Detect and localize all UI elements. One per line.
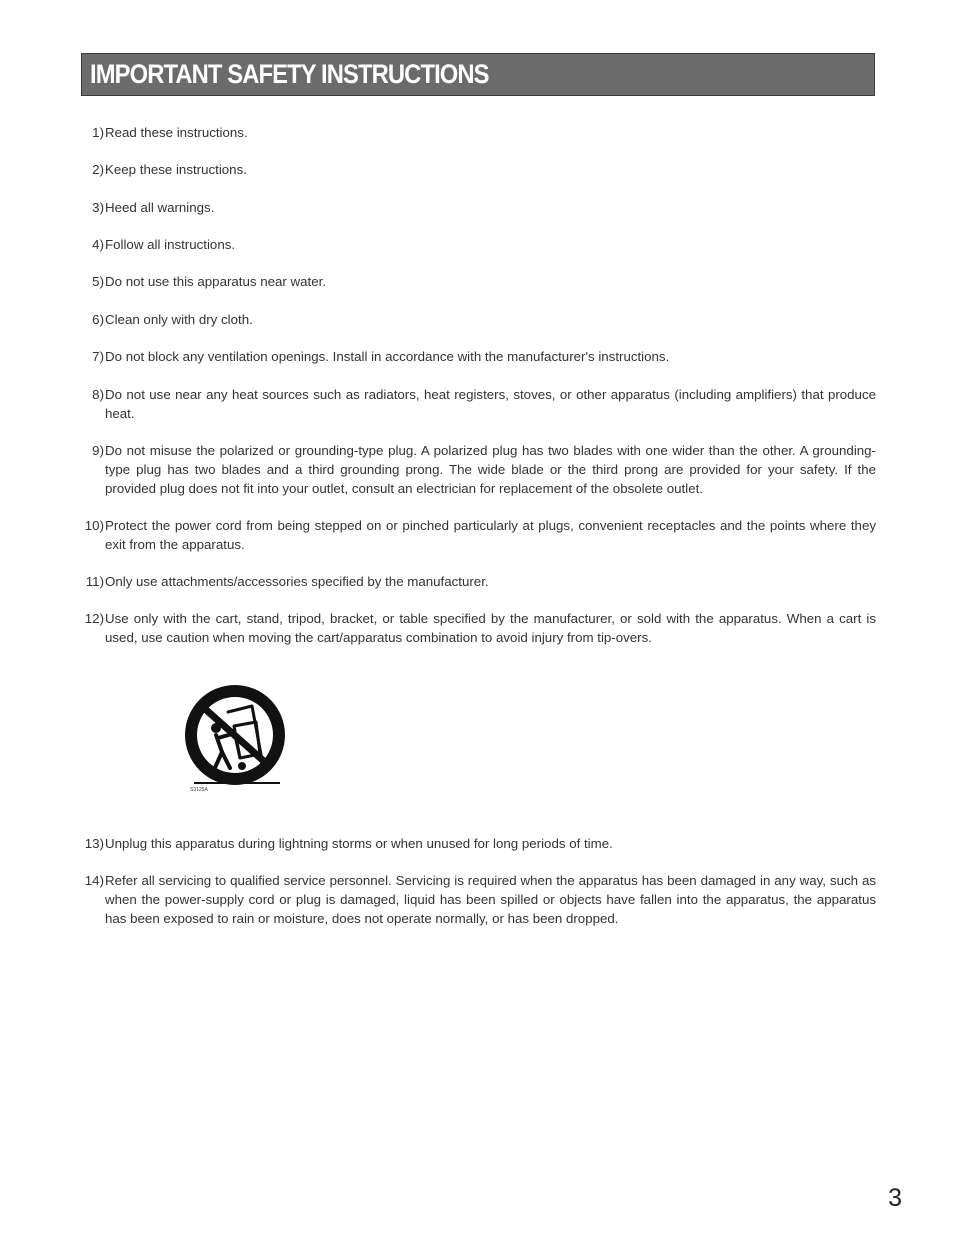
instruction-item-12 [80, 610, 876, 648]
item-number: 9) [92, 443, 104, 458]
item-number: 12) [84, 611, 104, 626]
item-text: Only use attachments/accessories specified by the manufacturer. [105, 574, 489, 589]
instruction-item-2 [80, 161, 876, 180]
instruction-item-13 [80, 835, 876, 854]
item-number: 13) [84, 836, 104, 851]
item-text: Refer all servicing to qualified service personnel. Servicing is required when the apparatus has been damaged in any way, such as when the power-supply cord or plug is damaged, liquid has been spilled or objects have fallen into the apparatus, the apparatus has been exposed to rain or moisture, does not operate normally, or has been dropped. [105, 873, 876, 926]
page-number: 3 [888, 1184, 902, 1212]
instruction-item-7 [80, 348, 876, 367]
instruction-item-14 [80, 872, 876, 928]
instruction-item-8 [80, 386, 876, 424]
item-number: 10) [84, 518, 104, 533]
item-number: 3) [92, 200, 104, 215]
instruction-item-3 [80, 199, 876, 218]
item-number: 7) [92, 349, 104, 364]
item-text: Keep these instructions. [105, 162, 247, 177]
item-number: 1) [92, 125, 104, 140]
item-number: 4) [92, 237, 104, 252]
item-number: 8) [92, 387, 104, 402]
instruction-item-5 [80, 273, 876, 292]
item-text: Do not block any ventilation openings. Install in accordance with the manufacturer's instructions. [105, 349, 670, 364]
item-text: Heed all warnings. [105, 200, 215, 215]
item-number: 11) [85, 574, 104, 589]
instruction-item-9 [80, 442, 876, 498]
item-text: Do not use this apparatus near water. [105, 274, 327, 289]
item-text: Do not use near any heat sources such as radiators, heat registers, stoves, or other apparatus (including amplifiers) that produce heat. [105, 387, 876, 421]
item-text: Protect the power cord from being stepped on or pinched particularly at plugs, convenient receptacles and the points where they exit from the apparatus. [105, 518, 876, 552]
figure-code: S3125A [190, 787, 208, 793]
item-text: Use only with the cart, stand, tripod, bracket, or table specified by the manufacturer, or sold with the apparatus. When a cart is used, use caution when moving the cart/apparatus combination to avoid injury from tip-overs. [105, 611, 876, 645]
instruction-item-11 [80, 573, 876, 592]
instruction-item-10 [80, 517, 876, 555]
title-bar [81, 53, 875, 96]
item-text: Do not misuse the polarized or grounding-type plug. A polarized plug has two blades with one wider than the other. A grounding-type plug has two blades and a third grounding prong. The wide blade or the third prong are provided for your safety. If the provided plug does not fit into your outlet, consult an electrician for replacement of the obsolete outlet. [105, 443, 876, 496]
page-title: IMPORTANT SAFETY INSTRUCTIONS [90, 59, 489, 89]
item-number: 6) [92, 312, 104, 327]
item-number: 14) [84, 873, 104, 888]
item-text: Follow all instructions. [105, 237, 236, 252]
item-text: Clean only with dry cloth. [105, 312, 253, 327]
instruction-item-6 [80, 311, 876, 330]
item-number: 2) [92, 162, 104, 177]
cart-tip-over-warning-icon [178, 682, 293, 797]
item-number: 5) [92, 274, 104, 289]
item-text: Read these instructions. [105, 125, 248, 140]
instruction-item-4 [80, 236, 876, 255]
instruction-item-1 [80, 124, 876, 143]
item-text: Unplug this apparatus during lightning storms or when unused for long periods of time. [105, 836, 613, 851]
